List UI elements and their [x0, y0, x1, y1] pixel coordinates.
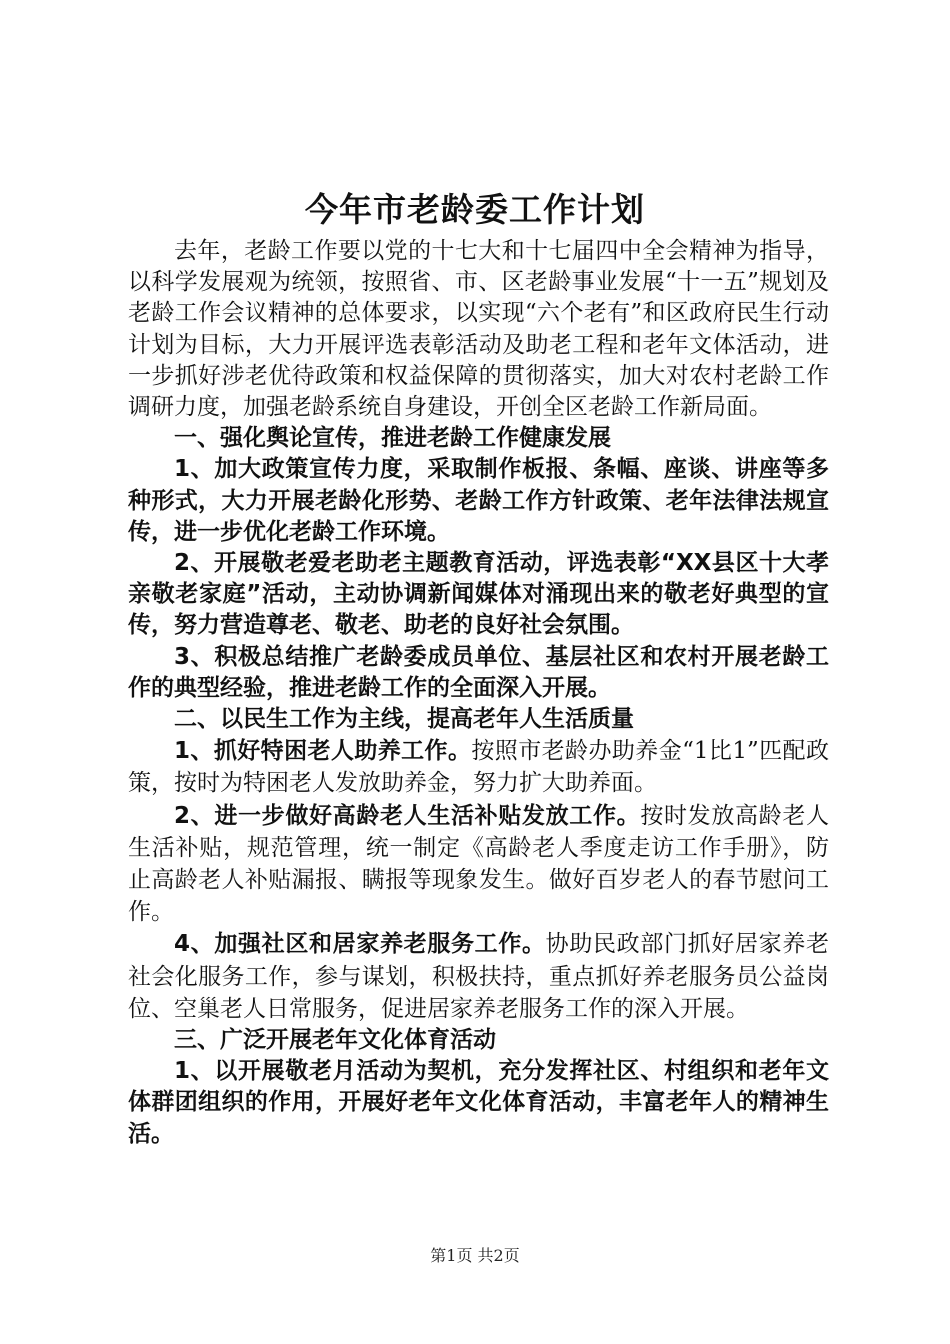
section-2-item-1-text: 按照市老龄办助养金“1比1”匹配政策，按时为特困老人发放助养金，努力扩大助养面。 — [128, 738, 829, 797]
section-1-item-1: 1、加大政策宣传力度，采取制作板报、条幅、座谈、讲座等多种形式，大力开展老龄化形势、老龄工作方针政策、老年法律法规宣传，进一步优化老龄工作环境。 — [128, 456, 829, 545]
section-2-item-4-text: 协助民政部门抓好居家养老社会化服务工作，参与谋划，积极扶持，重点抓好养老服务员公益岗位、空巢老人日常服务，促进居家养老服务工作的深入开展。 — [128, 931, 829, 1022]
section-2-item-2-text: 按时发放高龄老人生活补贴，规范管理，统一制定《高龄老人季度走访工作手册》，防止高龄老人补贴漏报、瞒报等现象发生。做好百岁老人的春节慰问工作。 — [128, 802, 829, 926]
section-1-item-2: 2、开展敬老爱老助老主题教育活动，评选表彰“XX县区十大孝亲敬老家庭”活动，主动协调新闻媒体对涌现出来的敬老好典型的宣传，努力营造尊老、敬老、助老的良好社会氛围。 — [128, 550, 829, 639]
section-2-item-2 — [128, 800, 829, 929]
section-2-heading: 二、以民生工作为主线，提高老年人生活质量 — [174, 706, 634, 733]
section-1-heading: 一、强化舆论宣传，推进老龄工作健康发展 — [174, 425, 611, 452]
section-3-heading: 三、广泛开展老年文化体育活动 — [174, 1027, 496, 1054]
section-2-item-1-lead: 1、抓好特困老人助养工作。 — [174, 738, 472, 765]
section-1-item-3: 3、积极总结推广老龄委成员单位、基层社区和农村开展老龄工作的典型经验，推进老龄工作的全面深入开展。 — [128, 643, 829, 701]
section-2-item-4-lead: 4、加强社区和居家养老服务工作。 — [174, 931, 546, 958]
intro-paragraph: 去年，老龄工作要以党的十七大和十七届四中全会精神为指导，以科学发展观为统领，按照省、市、区老龄事业发展“十一五”规划及老龄工作会议精神的总体要求，以实现“六个老有”和区政府民生行动计划为目标，大力开展评选表彰活动及助老工程和老年文体活动，进一步抓好涉老优待政策和权益保障的贯彻落实，加大对农村老龄工作调研力度，加强老龄系统自身建设，开创全区老龄工作新局面。 — [128, 238, 829, 421]
page-number-footer: 第1页 共2页 — [430, 1246, 520, 1265]
section-2-item-2-lead: 2、进一步做好高龄老人生活补贴发放工作。 — [174, 802, 641, 829]
document-title: 今年市老龄委工作计划 — [305, 190, 645, 229]
section-2-item-4 — [128, 928, 829, 1025]
section-3-item-1: 1、以开展敬老月活动为契机，充分发挥社区、村组织和老年文体群团组织的作用，开展好老年文化体育活动，丰富老年人的精神生活。 — [128, 1058, 829, 1147]
section-2-item-1 — [128, 735, 829, 799]
document-body — [128, 236, 829, 1150]
